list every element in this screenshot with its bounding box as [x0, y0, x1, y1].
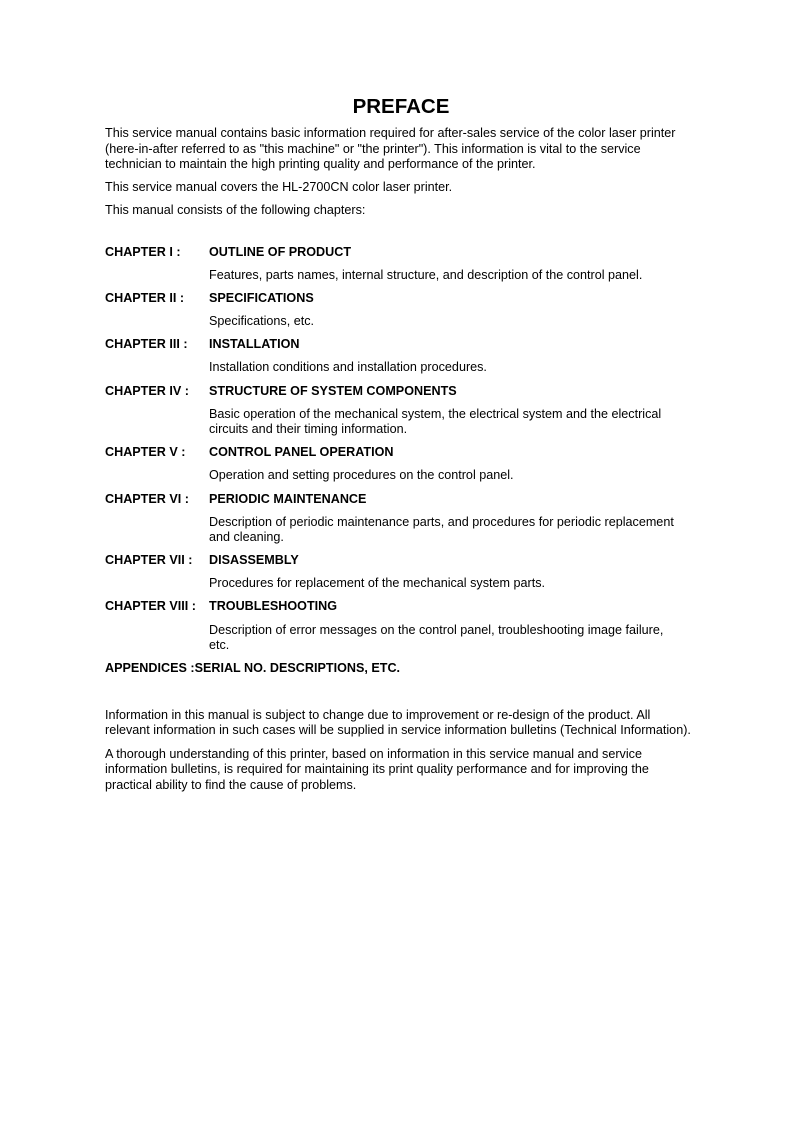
document-page	[105, 94, 695, 801]
intro-section	[105, 126, 695, 219]
chapter-title: PERIODIC MAINTENANCE	[209, 491, 367, 506]
chapter-item	[105, 599, 695, 653]
chapter-item	[105, 337, 695, 376]
chapter-title: OUTLINE OF PRODUCT	[209, 244, 352, 259]
chapter-label: CHAPTER VIII :	[105, 599, 196, 614]
note-paragraph: Information in this manual is subject to change due to improvement or re-design of the product. All relevant information in such cases will be supplied in service information bulletins (Technical Information).	[105, 707, 691, 738]
chapter-label: CHAPTER VI :	[105, 491, 189, 506]
notes-section	[105, 708, 695, 793]
chapter-label: CHAPTER III :	[105, 337, 188, 352]
chapter-item	[105, 553, 695, 592]
chapter-item	[105, 384, 695, 438]
intro-paragraph: This manual consists of the following chapters:	[105, 203, 366, 218]
note-paragraph: A thorough understanding of this printer, based on information in this service manual and service information bulletins, is required for maintaining its print quality performance and for improving the practical ability to find the cause of problems.	[105, 746, 649, 792]
chapter-description: Description of error messages on the control panel, troubleshooting image failure, etc.	[209, 622, 664, 653]
chapter-title: CONTROL PANEL OPERATION	[209, 445, 394, 460]
intro-paragraph: This service manual contains basic information required for after-sales service of the color laser printer (here-in-after referred to as "this machine" or "the printer"). This information is vital to the service technician to maintain the high printing quality and performance of the printer.	[105, 126, 676, 172]
chapter-list	[105, 245, 695, 677]
chapter-item	[105, 492, 695, 546]
chapter-description: Operation and setting procedures on the control panel.	[209, 468, 514, 483]
chapter-item	[105, 445, 695, 484]
chapter-description: Description of periodic maintenance parts, and procedures for periodic replacement and cleaning.	[209, 514, 674, 545]
chapter-description: Basic operation of the mechanical system, the electrical system and the electrical circuits and their timing information.	[209, 406, 662, 437]
chapter-description: Procedures for replacement of the mechanical system parts.	[209, 576, 545, 591]
chapter-item	[105, 291, 695, 330]
chapter-title: STRUCTURE OF SYSTEM COMPONENTS	[209, 383, 457, 398]
chapter-item	[105, 245, 695, 284]
chapter-title: SPECIFICATIONS	[209, 291, 314, 306]
chapter-description: Features, parts names, internal structure, and description of the control panel.	[209, 268, 643, 283]
chapter-label: CHAPTER II :	[105, 291, 185, 306]
chapter-title: DISASSEMBLY	[209, 553, 299, 568]
chapter-description: Specifications, etc.	[209, 314, 314, 329]
page-title: PREFACE	[352, 95, 450, 118]
chapter-label: CHAPTER VII :	[105, 553, 193, 568]
chapter-title: INSTALLATION	[209, 337, 300, 352]
chapter-label: CHAPTER IV :	[105, 383, 189, 398]
appendices-heading: APPENDICES :SERIAL NO. DESCRIPTIONS, ETC.	[105, 661, 401, 676]
chapter-title: TROUBLESHOOTING	[209, 599, 338, 614]
intro-paragraph: This service manual covers the HL-2700CN color laser printer.	[105, 180, 453, 195]
chapter-label: CHAPTER V :	[105, 445, 186, 460]
chapter-label: CHAPTER I :	[105, 244, 181, 259]
chapter-description: Installation conditions and installation procedures.	[209, 360, 487, 375]
